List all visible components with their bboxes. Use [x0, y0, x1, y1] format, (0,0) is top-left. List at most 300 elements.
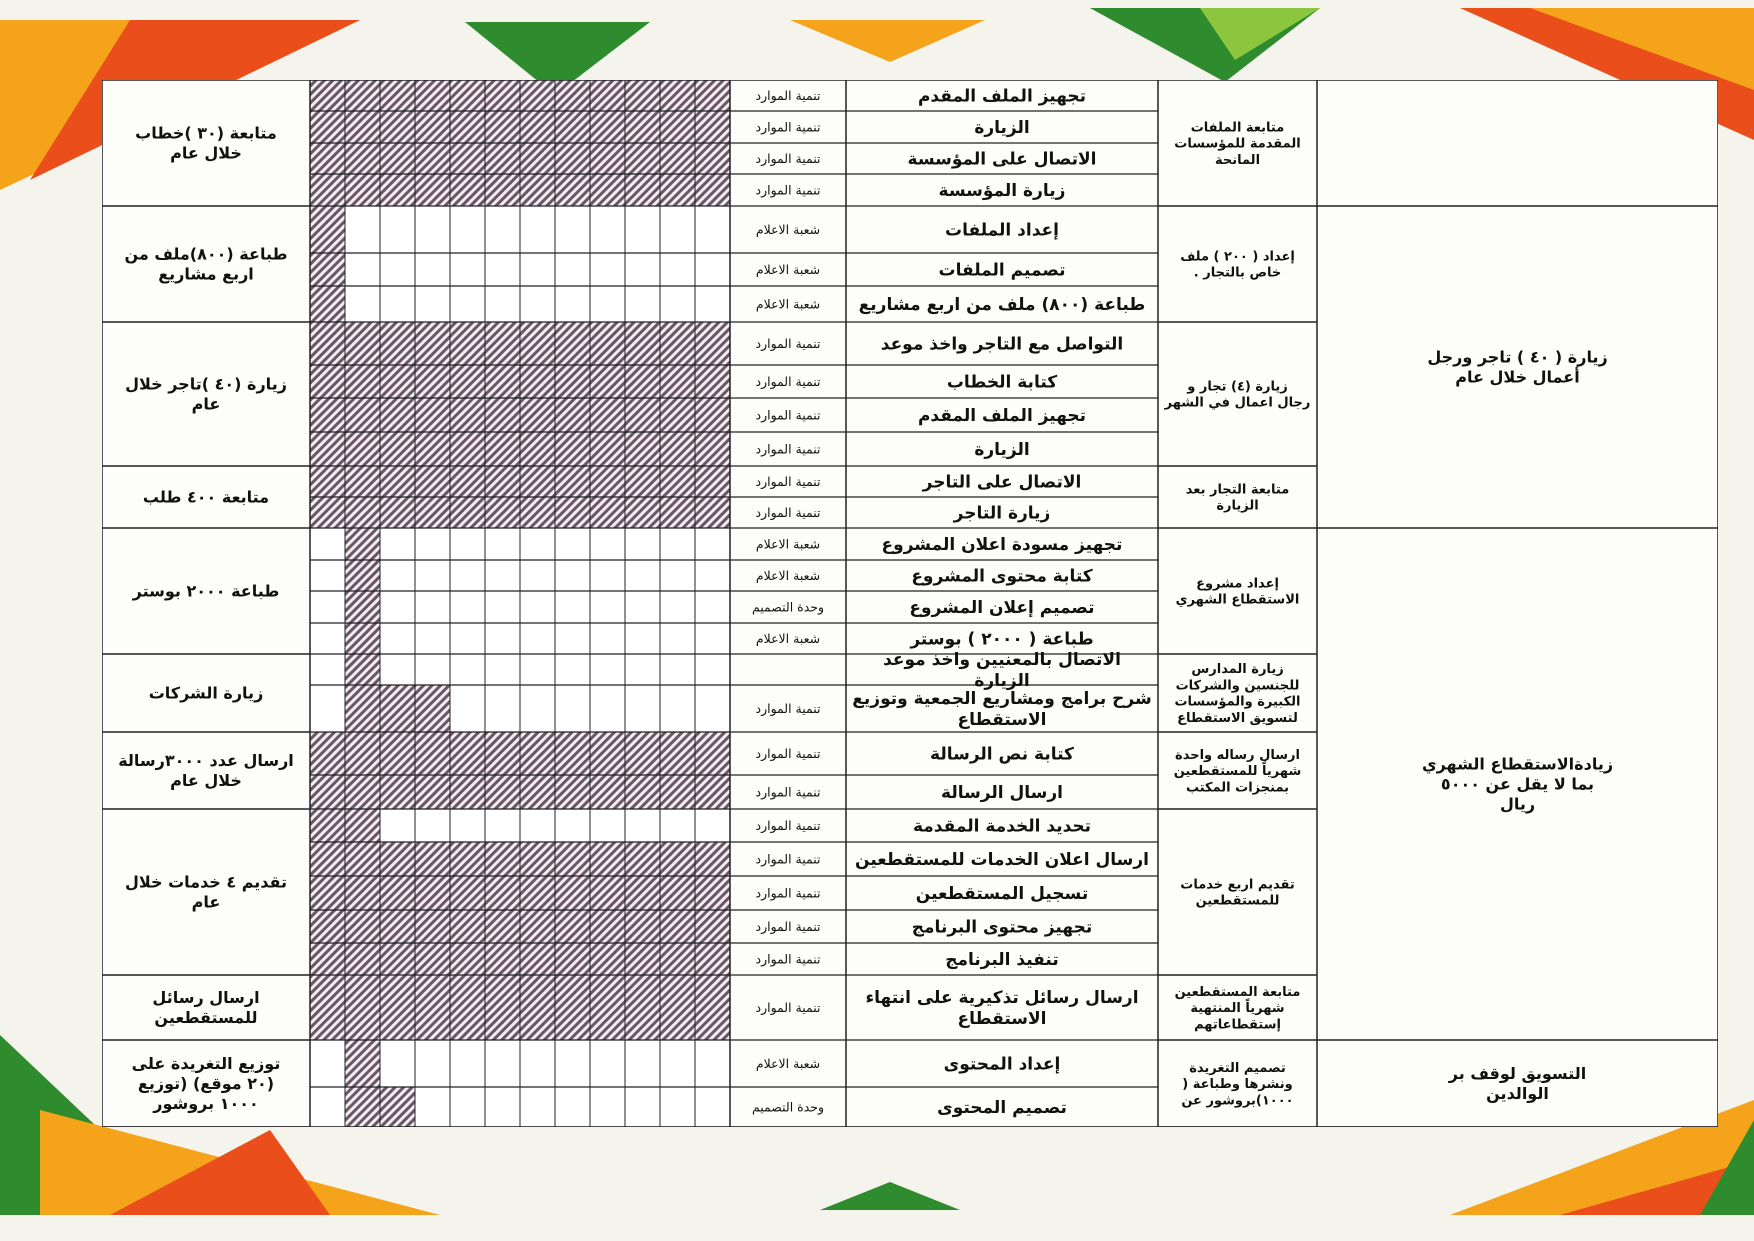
- month-cell: [555, 528, 590, 560]
- month-cell-active: [520, 732, 555, 775]
- month-cell: [660, 685, 695, 732]
- activity-cell: إعداد الملفات: [945, 220, 1059, 241]
- month-cell-active: [310, 432, 345, 466]
- month-cell: [485, 809, 520, 842]
- month-cell-active: [415, 365, 450, 398]
- month-cell: [485, 253, 520, 286]
- month-cell-active: [660, 174, 695, 206]
- responsible-cell: شعبة الاعلام: [755, 1055, 821, 1071]
- responsible-cell: تنمية الموارد: [755, 504, 821, 520]
- month-cell-active: [520, 398, 555, 432]
- month-cell: [485, 286, 520, 322]
- target-cell: توزيع التغريدة على (٢٠ موقع) (توزيع ١٠٠٠ بروشور: [131, 1054, 281, 1114]
- month-cell: [485, 654, 520, 685]
- month-cell-active: [345, 623, 380, 654]
- month-cell: [415, 1040, 450, 1087]
- month-cell-active: [345, 432, 380, 466]
- month-cell-active: [450, 842, 485, 876]
- responsible-cell: تنمية الموارد: [755, 700, 821, 716]
- month-cell-active: [380, 111, 415, 143]
- month-cell-active: [660, 943, 695, 975]
- month-cell: [625, 286, 660, 322]
- month-cell: [590, 1040, 625, 1087]
- month-cell-active: [450, 732, 485, 775]
- responsible-cell: تنمية الموارد: [755, 999, 821, 1015]
- month-cell: [625, 560, 660, 591]
- month-cell: [415, 1087, 450, 1127]
- month-cell: [380, 253, 415, 286]
- month-cell: [520, 623, 555, 654]
- month-cell-active: [345, 876, 380, 910]
- month-cell-active: [415, 685, 450, 732]
- month-cell-active: [310, 809, 345, 842]
- plan-sheet: [102, 80, 1718, 1127]
- month-cell-active: [695, 111, 730, 143]
- month-cell-active: [625, 497, 660, 528]
- month-cell-active: [590, 842, 625, 876]
- green-triangle: [820, 1182, 960, 1210]
- month-cell: [555, 560, 590, 591]
- month-cell-active: [415, 943, 450, 975]
- month-cell-active: [345, 466, 380, 497]
- month-cell-active: [485, 910, 520, 943]
- month-cell-active: [625, 775, 660, 809]
- month-cell: [520, 654, 555, 685]
- objective-cell: تقديم اربع خدمات للمستقطعين: [1180, 877, 1295, 909]
- month-cell-active: [625, 111, 660, 143]
- month-cell-active: [310, 876, 345, 910]
- month-cell-active: [450, 322, 485, 365]
- month-cell-active: [450, 174, 485, 206]
- month-cell-active: [310, 975, 345, 1040]
- month-cell: [415, 560, 450, 591]
- month-cell-active: [660, 365, 695, 398]
- month-cell: [485, 1040, 520, 1087]
- month-cell: [310, 685, 345, 732]
- month-cell-active: [310, 842, 345, 876]
- month-cell-active: [590, 876, 625, 910]
- month-cell: [660, 253, 695, 286]
- month-cell-active: [520, 842, 555, 876]
- month-cell-active: [345, 732, 380, 775]
- month-cell-active: [415, 775, 450, 809]
- month-cell: [450, 654, 485, 685]
- activity-cell: كتابة محتوى المشروع: [911, 566, 1093, 587]
- month-cell-active: [345, 943, 380, 975]
- month-cell-active: [345, 174, 380, 206]
- month-cell: [520, 809, 555, 842]
- month-cell-active: [380, 466, 415, 497]
- month-cell: [380, 654, 415, 685]
- goal-cell: التسويق لوقف بر الوالدين: [1448, 1064, 1587, 1104]
- month-cell-active: [695, 775, 730, 809]
- target-cell: ارسال عدد ٣٠٠٠رسالة خلال عام: [118, 751, 294, 791]
- month-cell: [415, 528, 450, 560]
- month-cell-active: [590, 910, 625, 943]
- activity-cell: طباعة (٨٠٠) ملف من اربع مشاريع: [858, 294, 1146, 315]
- month-cell: [695, 206, 730, 253]
- month-cell-active: [590, 365, 625, 398]
- month-cell-active: [555, 943, 590, 975]
- activity-cell: تجهيز الملف المقدم: [917, 86, 1087, 107]
- month-cell-active: [310, 111, 345, 143]
- month-cell: [485, 560, 520, 591]
- month-cell: [590, 623, 625, 654]
- month-cell: [310, 528, 345, 560]
- month-cell-active: [695, 910, 730, 943]
- month-cell-active: [660, 842, 695, 876]
- month-cell: [450, 253, 485, 286]
- month-cell-active: [555, 432, 590, 466]
- month-cell-active: [590, 943, 625, 975]
- activity-cell: كتابة الخطاب: [946, 372, 1058, 393]
- month-cell: [450, 528, 485, 560]
- month-cell-active: [660, 322, 695, 365]
- month-cell-active: [310, 943, 345, 975]
- month-cell: [450, 560, 485, 591]
- month-cell-active: [695, 174, 730, 206]
- month-cell: [345, 206, 380, 253]
- activity-cell: إعداد المحتوى: [943, 1054, 1061, 1075]
- month-cell-active: [345, 1040, 380, 1087]
- objective-cell: متابعة التجار بعد الزيارة: [1185, 482, 1290, 514]
- month-cell: [695, 1040, 730, 1087]
- month-cell: [485, 591, 520, 623]
- month-cell: [520, 528, 555, 560]
- month-cell: [695, 809, 730, 842]
- month-cell-active: [660, 975, 695, 1040]
- month-cell-active: [660, 876, 695, 910]
- month-cell: [695, 528, 730, 560]
- objective-cell: متابعة المستقطعين شهرياً المنتهية إستقطاعاتهم: [1174, 984, 1301, 1033]
- month-cell-active: [695, 732, 730, 775]
- month-cell-active: [415, 876, 450, 910]
- month-cell-active: [625, 143, 660, 174]
- month-cell-active: [310, 732, 345, 775]
- month-cell: [520, 560, 555, 591]
- month-cell-active: [660, 143, 695, 174]
- month-cell: [625, 623, 660, 654]
- month-cell: [695, 685, 730, 732]
- month-cell: [555, 253, 590, 286]
- month-cell-active: [660, 497, 695, 528]
- month-cell-active: [415, 80, 450, 111]
- month-cell: [660, 286, 695, 322]
- activity-cell: تصميم المحتوى: [937, 1097, 1067, 1118]
- month-cell: [695, 654, 730, 685]
- responsible-cell: تنمية الموارد: [755, 784, 821, 800]
- month-cell-active: [555, 975, 590, 1040]
- month-cell-active: [450, 365, 485, 398]
- month-cell-active: [415, 842, 450, 876]
- month-cell-active: [310, 322, 345, 365]
- month-cell: [380, 1040, 415, 1087]
- month-cell-active: [345, 975, 380, 1040]
- responsible-cell: تنمية الموارد: [755, 150, 821, 166]
- activity-cell: تجهيز الملف المقدم: [917, 405, 1087, 426]
- month-cell-active: [695, 466, 730, 497]
- month-cell: [695, 560, 730, 591]
- responsible-cell: تنمية الموارد: [755, 87, 821, 103]
- month-cell-active: [380, 732, 415, 775]
- month-cell-active: [625, 174, 660, 206]
- month-cell: [380, 286, 415, 322]
- month-cell: [450, 623, 485, 654]
- objective-cell: تصميم التغريدة ونشرها وطباعة ( ١٠٠٠)بروشور عن: [1181, 1060, 1294, 1109]
- month-cell-active: [310, 143, 345, 174]
- month-cell: [590, 253, 625, 286]
- month-cell-active: [555, 174, 590, 206]
- activity-cell: الاتصال على المؤسسة: [907, 149, 1097, 170]
- month-cell-active: [520, 322, 555, 365]
- month-cell-active: [695, 398, 730, 432]
- responsible-cell: تنمية الموارد: [755, 885, 821, 901]
- month-cell: [520, 591, 555, 623]
- month-cell-active: [590, 398, 625, 432]
- month-cell: [310, 623, 345, 654]
- month-cell-active: [660, 80, 695, 111]
- month-cell-active: [450, 432, 485, 466]
- month-cell-active: [520, 466, 555, 497]
- month-cell-active: [450, 111, 485, 143]
- month-cell-active: [345, 842, 380, 876]
- month-cell: [520, 685, 555, 732]
- month-cell-active: [695, 143, 730, 174]
- month-cell-active: [520, 497, 555, 528]
- month-cell: [660, 623, 695, 654]
- month-cell: [590, 809, 625, 842]
- activity-cell: تسجيل المستقطعين: [915, 883, 1089, 904]
- month-cell: [555, 654, 590, 685]
- target-cell: متابعة (٣٠ )خطاب خلال عام: [135, 123, 277, 163]
- month-cell: [660, 809, 695, 842]
- month-cell-active: [660, 466, 695, 497]
- month-cell-active: [380, 775, 415, 809]
- month-cell-active: [345, 1087, 380, 1127]
- month-cell-active: [345, 497, 380, 528]
- activity-cell: ارسال رسائل تذكيرية على انتهاء الاستقطاع: [865, 987, 1139, 1030]
- month-cell-active: [345, 910, 380, 943]
- month-cell-active: [625, 80, 660, 111]
- month-cell-active: [450, 775, 485, 809]
- month-cell-active: [555, 365, 590, 398]
- month-cell: [485, 528, 520, 560]
- activity-cell: زيارة التاجر: [953, 503, 1051, 524]
- month-cell: [450, 685, 485, 732]
- month-cell-active: [450, 943, 485, 975]
- month-cell-active: [380, 943, 415, 975]
- month-cell-active: [695, 943, 730, 975]
- month-cell-active: [450, 466, 485, 497]
- month-cell-active: [345, 775, 380, 809]
- month-cell: [485, 1087, 520, 1127]
- month-cell-active: [345, 809, 380, 842]
- month-cell-active: [555, 398, 590, 432]
- month-cell-active: [555, 466, 590, 497]
- month-cell: [625, 1087, 660, 1127]
- activity-cell: تصميم إعلان المشروع: [909, 597, 1095, 618]
- activity-cell: الزيارة: [974, 117, 1030, 138]
- target-cell: ارسال رسائل للمستقطعين: [152, 988, 260, 1028]
- month-cell-active: [590, 80, 625, 111]
- month-cell-active: [520, 975, 555, 1040]
- month-cell-active: [485, 174, 520, 206]
- month-cell-active: [485, 732, 520, 775]
- activity-cell: الاتصال بالمعنيين واخذ موعد الزيارة: [883, 649, 1121, 692]
- month-cell-active: [345, 80, 380, 111]
- month-cell: [625, 809, 660, 842]
- responsible-cell: شعبة الاعلام: [755, 536, 821, 552]
- month-cell-active: [345, 591, 380, 623]
- month-cell: [520, 206, 555, 253]
- month-cell-active: [415, 975, 450, 1040]
- responsible-cell: تنمية الموارد: [755, 119, 821, 135]
- responsible-cell: تنمية الموارد: [755, 918, 821, 934]
- month-cell-active: [485, 111, 520, 143]
- responsible-cell: شعبة الاعلام: [755, 296, 821, 312]
- month-cell-active: [555, 143, 590, 174]
- month-cell: [590, 560, 625, 591]
- responsible-cell: شعبة الاعلام: [755, 630, 821, 646]
- month-cell-active: [345, 143, 380, 174]
- month-cell-active: [310, 253, 345, 286]
- month-cell: [380, 528, 415, 560]
- month-cell: [625, 1040, 660, 1087]
- month-cell-active: [310, 466, 345, 497]
- month-cell: [485, 206, 520, 253]
- activity-cell: كتابة نص الرسالة: [930, 744, 1074, 765]
- month-cell-active: [485, 497, 520, 528]
- target-cell: طباعة ٢٠٠٠ بوستر: [132, 581, 280, 601]
- month-cell: [555, 591, 590, 623]
- month-cell-active: [555, 322, 590, 365]
- month-cell: [660, 654, 695, 685]
- month-cell-active: [660, 432, 695, 466]
- month-cell: [695, 591, 730, 623]
- month-cell-active: [555, 497, 590, 528]
- month-cell-active: [345, 398, 380, 432]
- month-cell-active: [345, 111, 380, 143]
- responsible-cell: تنمية الموارد: [755, 373, 821, 389]
- month-cell-active: [415, 497, 450, 528]
- target-cell: طباعة (٨٠٠)ملف من اربع مشاريع: [124, 244, 288, 284]
- month-cell: [310, 1040, 345, 1087]
- responsible-cell: تنمية الموارد: [755, 817, 821, 833]
- month-cell: [625, 591, 660, 623]
- month-cell-active: [625, 466, 660, 497]
- month-cell-active: [485, 80, 520, 111]
- activity-cell: تجهيز محتوى البرنامج: [911, 917, 1093, 938]
- month-cell: [450, 1040, 485, 1087]
- month-cell: [590, 591, 625, 623]
- month-cell-active: [485, 143, 520, 174]
- month-cell: [625, 206, 660, 253]
- month-cell-active: [520, 910, 555, 943]
- responsible-cell: وحدة التصميم: [751, 599, 825, 615]
- month-cell-active: [695, 432, 730, 466]
- month-cell-active: [310, 497, 345, 528]
- month-cell-active: [590, 322, 625, 365]
- month-cell-active: [345, 365, 380, 398]
- month-cell-active: [310, 775, 345, 809]
- month-cell-active: [520, 365, 555, 398]
- month-cell-active: [520, 80, 555, 111]
- month-cell-active: [415, 432, 450, 466]
- month-cell-active: [555, 111, 590, 143]
- month-cell-active: [555, 910, 590, 943]
- month-cell: [660, 528, 695, 560]
- month-cell-active: [450, 975, 485, 1040]
- responsible-cell: تنمية الموارد: [755, 182, 821, 198]
- month-cell-active: [660, 111, 695, 143]
- month-cell-active: [625, 398, 660, 432]
- month-cell-active: [310, 365, 345, 398]
- orange-triangle: [790, 20, 985, 62]
- activity-cell: تحديد الخدمة المقدمة: [912, 816, 1092, 837]
- month-cell-active: [625, 910, 660, 943]
- month-cell-active: [380, 143, 415, 174]
- month-cell-active: [590, 143, 625, 174]
- month-cell-active: [520, 943, 555, 975]
- month-cell: [555, 206, 590, 253]
- month-cell: [555, 685, 590, 732]
- month-cell: [625, 685, 660, 732]
- target-cell: زيارة (٤٠ )تاجر خلال عام: [125, 374, 287, 414]
- month-cell-active: [695, 365, 730, 398]
- month-cell-active: [310, 910, 345, 943]
- month-cell: [590, 286, 625, 322]
- month-cell: [625, 528, 660, 560]
- month-cell: [485, 685, 520, 732]
- month-cell-active: [590, 775, 625, 809]
- month-cell-active: [555, 842, 590, 876]
- month-cell-active: [555, 80, 590, 111]
- month-cell: [415, 253, 450, 286]
- activity-cell: ارسال اعلان الخدمات للمستقطعين: [855, 849, 1149, 870]
- month-cell: [520, 1087, 555, 1127]
- month-cell-active: [625, 876, 660, 910]
- month-cell: [520, 1040, 555, 1087]
- month-cell: [450, 1087, 485, 1127]
- responsible-cell: وحدة التصميم: [751, 1099, 825, 1115]
- activity-cell: الاتصال على التاجر: [922, 472, 1082, 493]
- month-cell-active: [415, 910, 450, 943]
- activity-cell: طباعة ( ٢٠٠٠ ) بوستر: [910, 629, 1094, 650]
- month-cell-active: [660, 398, 695, 432]
- month-cell-active: [520, 174, 555, 206]
- month-cell-active: [380, 174, 415, 206]
- month-cell-active: [590, 732, 625, 775]
- month-cell-active: [590, 174, 625, 206]
- month-cell: [450, 286, 485, 322]
- month-cell: [695, 1087, 730, 1127]
- month-cell-active: [695, 322, 730, 365]
- month-cell-active: [485, 365, 520, 398]
- month-cell-active: [345, 685, 380, 732]
- month-cell-active: [625, 943, 660, 975]
- month-cell-active: [380, 497, 415, 528]
- responsible-cell: شعبة الاعلام: [755, 221, 821, 237]
- month-cell: [380, 809, 415, 842]
- month-cell-active: [380, 685, 415, 732]
- month-cell-active: [415, 111, 450, 143]
- month-cell: [450, 591, 485, 623]
- month-cell-active: [590, 432, 625, 466]
- goal-cell: زيادةالاستقطاع الشهري بما لا يقل عن ٥٠٠٠ ريال: [1421, 754, 1614, 814]
- responsible-cell: تنمية الموارد: [755, 851, 821, 867]
- month-cell-active: [555, 775, 590, 809]
- month-cell-active: [415, 732, 450, 775]
